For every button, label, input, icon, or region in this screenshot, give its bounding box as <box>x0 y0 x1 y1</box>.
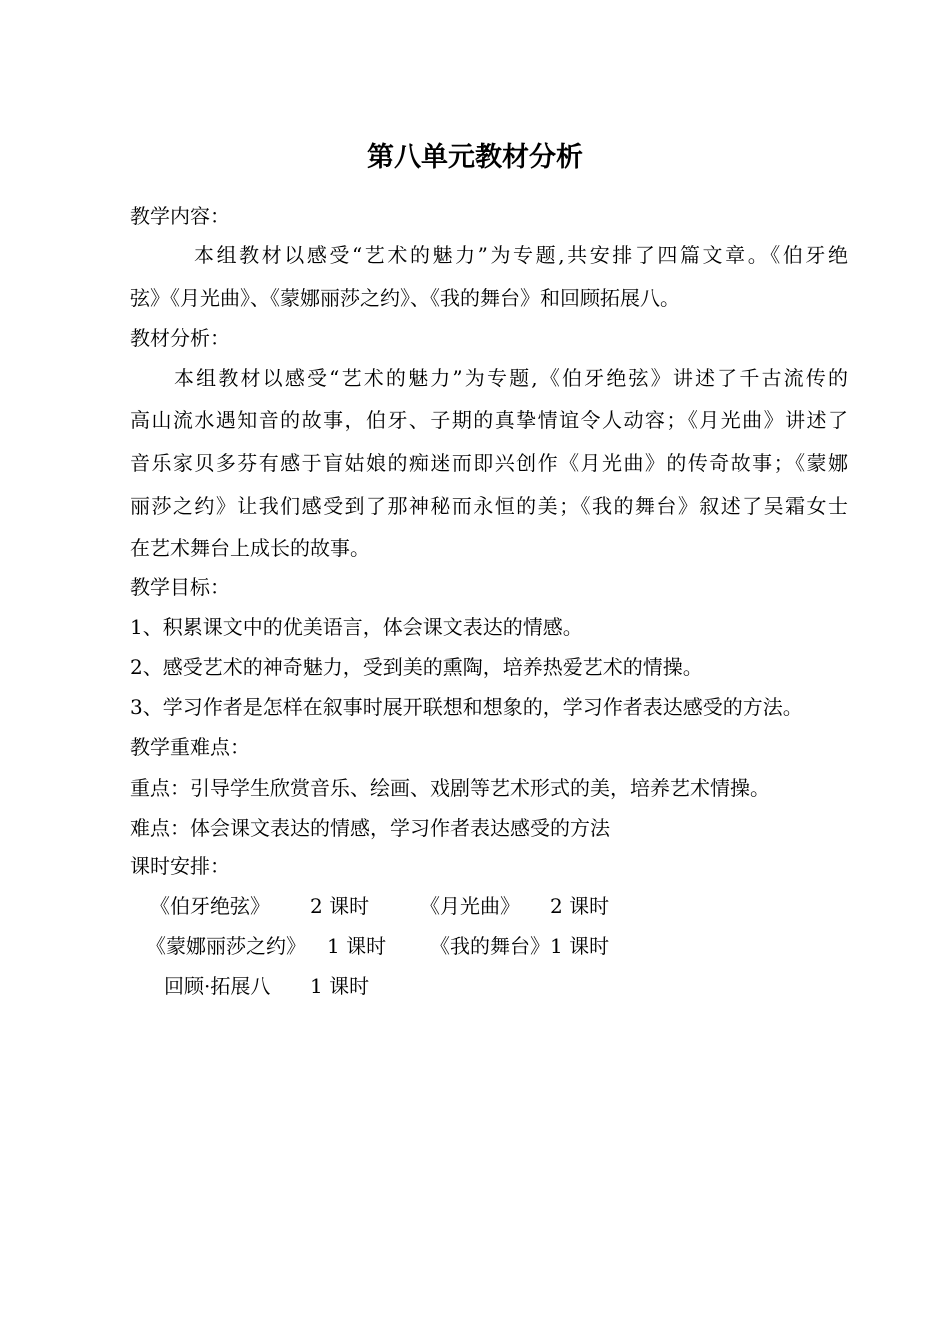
schedule-hours: 2 课时 <box>550 894 610 918</box>
schedule-hours: 1 课时 <box>310 974 370 998</box>
schedule-lesson: 《蒙娜丽莎之约》 <box>146 934 306 958</box>
schedule-lesson: 回顾·拓展八 <box>164 974 271 998</box>
document-title: 第八单元教材分析 <box>367 142 583 173</box>
schedule-hours: 2 课时 <box>310 894 370 918</box>
analysis-line-2: 高山流水遇知音的故事，伯牙、子期的真挚情谊令人动容；《月光曲》讲述了 <box>130 408 848 432</box>
schedule-lesson: 《月光曲》 <box>420 894 520 918</box>
schedule-lesson: 《伯牙绝弦》 <box>150 894 270 918</box>
teaching-content-line-2: 弦》《月光曲》、《蒙娜丽莎之约》、《我的舞台》和回顾拓展八。 <box>130 286 680 310</box>
schedule-heading: 课时安排： <box>130 854 230 878</box>
teaching-content-heading: 教学内容： <box>130 204 230 228</box>
key-points-heading: 教学重难点： <box>130 735 250 759</box>
objective-item-1: 1、积累课文中的优美语言，体会课文表达的情感。 <box>130 615 583 639</box>
analysis-line-5: 在艺术舞台上成长的故事。 <box>130 536 370 560</box>
key-points-difficulty: 难点：体会课文表达的情感，学习作者表达感受的方法 <box>130 816 610 840</box>
schedule-lesson: 《我的舞台》 <box>430 934 550 958</box>
objective-item-2: 2、感受艺术的神奇魅力，受到美的熏陶，培养热爱艺术的情操。 <box>130 655 703 679</box>
analysis-heading: 教材分析： <box>130 326 230 350</box>
key-points-focus: 重点：引导学生欣赏音乐、绘画、戏剧等艺术形式的美，培养艺术情操。 <box>130 776 770 800</box>
analysis-line-4: 丽莎之约》让我们感受到了那神秘而永恒的美；《我的舞台》叙述了吴霜女士 <box>130 494 848 518</box>
schedule-hours: 1 课时 <box>327 934 387 958</box>
objectives-heading: 教学目标： <box>130 575 230 599</box>
objective-item-3: 3、学习作者是怎样在叙事时展开联想和想象的，学习作者表达感受的方法。 <box>130 695 803 719</box>
analysis-line-3: 音乐家贝多芬有感于盲姑娘的痴迷而即兴创作《月光曲》的传奇故事；《蒙娜 <box>130 451 848 475</box>
teaching-content-line-1: 本组教材以感受“艺术的魅力”为专题,共安排了四篇文章。《伯牙绝 <box>194 243 848 267</box>
analysis-line-1: 本组教材以感受“艺术的魅力”为专题,《伯牙绝弦》讲述了千古流传的 <box>174 366 848 390</box>
schedule-hours: 1 课时 <box>550 934 610 958</box>
